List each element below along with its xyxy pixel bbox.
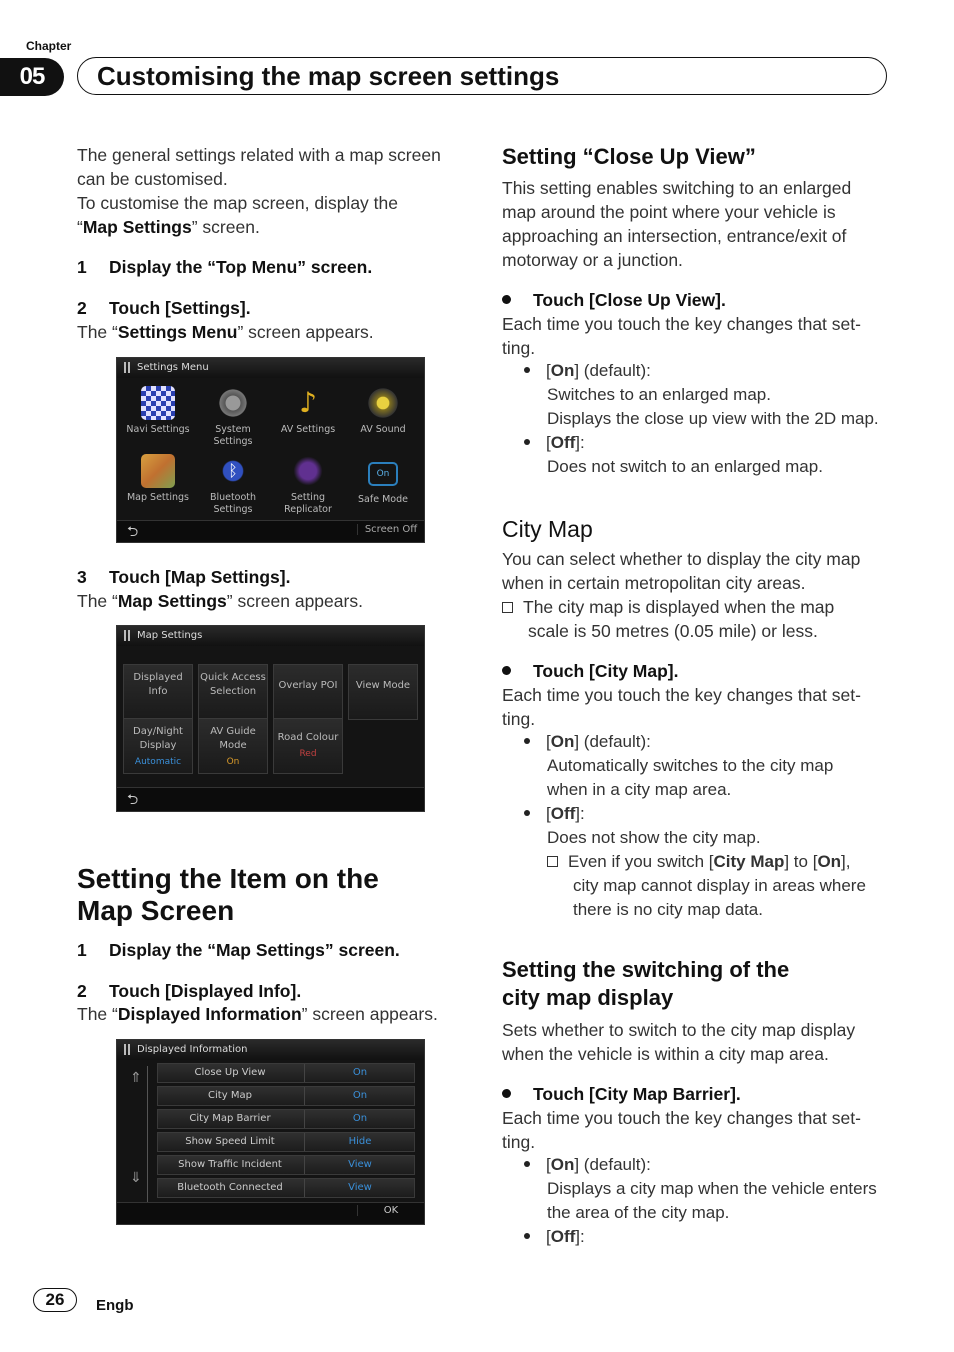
settings-menu-screenshot bbox=[116, 357, 425, 543]
bullet-icon bbox=[524, 1233, 530, 1239]
list-item[interactable]: City Map On bbox=[157, 1086, 415, 1106]
note-checkbox-icon bbox=[547, 856, 558, 867]
checkered-flag-icon bbox=[141, 386, 175, 420]
section-title-item-on-map: Setting the Item on the Map Screen bbox=[77, 863, 379, 926]
step-3: 3 Touch [Map Settings]. bbox=[77, 567, 291, 587]
settings-menu-title-bar: Settings Menu bbox=[117, 358, 424, 378]
music-note-icon: ♪ bbox=[299, 386, 317, 419]
map-settings-screenshot bbox=[116, 625, 425, 812]
switching-title: Setting the switching of the city map display bbox=[502, 957, 790, 1010]
scroll-up-icon[interactable]: ⇑ bbox=[130, 1070, 142, 1086]
back-arrow-icon[interactable]: ⮌ bbox=[127, 524, 139, 540]
switching-touch: Touch [City Map Barrier]. bbox=[502, 1082, 741, 1106]
list-item[interactable]: Close Up View On bbox=[157, 1063, 415, 1083]
page-number: 26 bbox=[33, 1288, 77, 1312]
av-guide-mode-button[interactable]: AV Guide Mode On bbox=[198, 718, 268, 774]
bullet-icon bbox=[524, 367, 530, 373]
back-arrow-icon[interactable]: ⮌ bbox=[127, 792, 139, 808]
switching-on-desc: Displays a city map when the vehicle enters the area of the city map. bbox=[547, 1179, 877, 1222]
bullet-dot-icon bbox=[502, 666, 511, 675]
map-settings-bottom-bar bbox=[117, 787, 424, 812]
s-step-2: 2 Touch [Displayed Info]. bbox=[77, 981, 302, 1001]
day-night-value: Automatic bbox=[134, 757, 182, 767]
city-map-touch: Touch [City Map]. bbox=[502, 659, 679, 683]
scrollbar[interactable] bbox=[125, 1066, 148, 1206]
displayed-info-button[interactable]: Displayed Info bbox=[123, 664, 193, 720]
map-settings-title-bar: Map Settings bbox=[117, 626, 424, 646]
av-sound-item[interactable]: AV Sound bbox=[346, 386, 420, 436]
note-checkbox-icon bbox=[502, 602, 513, 613]
switching-off-option: [Off]: bbox=[524, 1225, 585, 1249]
road-colour-button[interactable]: Road Colour Red bbox=[273, 718, 343, 774]
overlay-poi-button[interactable]: Overlay POI bbox=[273, 664, 343, 720]
step-2-result: The “Settings Menu” screen appears. bbox=[77, 322, 374, 342]
close-up-view-each-time: Each time you touch the key changes that set- ting. bbox=[502, 314, 861, 358]
day-night-display-button[interactable]: Day/Night Display Automatic bbox=[123, 718, 193, 774]
bullet-icon bbox=[524, 738, 530, 744]
city-map-on-option: [On] (default): bbox=[524, 730, 651, 754]
map-icon bbox=[141, 454, 175, 488]
bullet-dot-icon bbox=[502, 295, 511, 304]
bullet-icon bbox=[524, 1161, 530, 1167]
switching-on-option: [On] (default): bbox=[524, 1153, 651, 1177]
road-colour-value: Red bbox=[299, 749, 317, 759]
system-settings-item[interactable]: System Settings bbox=[196, 386, 270, 448]
city-map-description: You can select whether to display the city map when in certain metropolitan city areas. bbox=[502, 549, 861, 593]
displayed-information-title-bar: Displayed Information bbox=[117, 1040, 424, 1060]
city-map-on-desc: Automatically switches to the city map when in a city map area. bbox=[547, 756, 834, 799]
map-settings-item[interactable]: Map Settings bbox=[121, 454, 195, 504]
step-3-result: The “Map Settings” screen appears. bbox=[77, 591, 363, 611]
city-map-sub-note: Even if you switch [City Map] to [On], city map cannot display in areas where there is no city map data. bbox=[547, 850, 866, 922]
s-step-2-result: The “Displayed Information” screen appears. bbox=[77, 1004, 438, 1024]
chapter-number: 05 bbox=[0, 58, 64, 96]
bullet-icon bbox=[524, 810, 530, 816]
bullet-icon bbox=[524, 439, 530, 445]
list-item[interactable]: Bluetooth Connected View bbox=[157, 1178, 415, 1198]
scroll-down-icon[interactable]: ⇓ bbox=[130, 1170, 142, 1186]
ok-button[interactable]: OK bbox=[357, 1205, 424, 1216]
close-up-view-touch: Touch [Close Up View]. bbox=[502, 288, 726, 312]
bullet-dot-icon bbox=[502, 1089, 511, 1098]
gear-icon bbox=[216, 386, 250, 420]
displayed-information-screenshot bbox=[116, 1039, 425, 1225]
replicator-icon bbox=[291, 454, 325, 488]
close-up-view-on-desc: Switches to an enlarged map. Displays the close up view with the 2D map. bbox=[547, 385, 879, 428]
language-code: Engb bbox=[96, 1297, 134, 1314]
chapter-label: Chapter bbox=[26, 39, 72, 53]
close-up-view-description: This setting enables switching to an enlarged map around the point where your vehicle is approaching an intersection, entrance/exit of motorway or a junction. bbox=[502, 178, 852, 270]
intro-text: The general settings related with a map screen can be customised. To customise the map screen, display the “Map Settings” screen. bbox=[77, 145, 441, 237]
step-1: 1 Display the “Top Menu” screen. bbox=[77, 257, 373, 277]
switching-each-time: Each time you touch the key changes that set- ting. bbox=[502, 1108, 861, 1152]
view-mode-button[interactable]: View Mode bbox=[348, 664, 418, 720]
close-up-view-off-option: [Off]: bbox=[524, 431, 585, 455]
close-up-view-off-desc: Does not switch to an enlarged map. bbox=[547, 457, 823, 476]
city-map-off-desc: Does not show the city map. bbox=[547, 828, 761, 847]
speaker-icon bbox=[366, 386, 400, 420]
monitor-icon: On bbox=[368, 462, 398, 486]
quick-access-button[interactable]: Quick Access Selection bbox=[198, 664, 268, 720]
navi-settings-item[interactable]: Navi Settings bbox=[121, 386, 195, 436]
city-map-each-time: Each time you touch the key changes that set- ting. bbox=[502, 685, 861, 729]
av-guide-value: On bbox=[226, 757, 240, 767]
s-step-1: 1 Display the “Map Settings” screen. bbox=[77, 940, 400, 960]
list-item[interactable]: Show Speed Limit Hide bbox=[157, 1132, 415, 1152]
bluetooth-icon: ᛒ bbox=[216, 454, 250, 488]
city-map-off-option: [Off]: bbox=[524, 802, 585, 826]
screen-off-button[interactable]: Screen Off bbox=[357, 524, 424, 535]
bluetooth-settings-item[interactable]: ᛒ Bluetooth Settings bbox=[196, 454, 270, 516]
av-settings-item[interactable]: ♪ AV Settings bbox=[280, 386, 336, 435]
list-item[interactable]: City Map Barrier On bbox=[157, 1109, 415, 1129]
switching-description: Sets whether to switch to the city map display when the vehicle is within a city map area. bbox=[502, 1020, 856, 1064]
step-2: 2 Touch [Settings]. bbox=[77, 298, 251, 318]
chapter-title: Customising the map screen settings bbox=[97, 61, 560, 91]
close-up-view-title: Setting “Close Up View” bbox=[502, 144, 756, 169]
close-up-view-on-option: [On] (default): bbox=[524, 359, 651, 383]
city-map-note: The city map is displayed when the map scale is 50 metres (0.05 mile) or less. bbox=[502, 595, 834, 643]
safe-mode-item[interactable]: On Safe Mode bbox=[346, 454, 420, 506]
list-item[interactable]: Show Traffic Incident View bbox=[157, 1155, 415, 1175]
city-map-title: City Map bbox=[502, 516, 593, 542]
setting-replicator-item[interactable]: Setting Replicator bbox=[271, 454, 345, 516]
